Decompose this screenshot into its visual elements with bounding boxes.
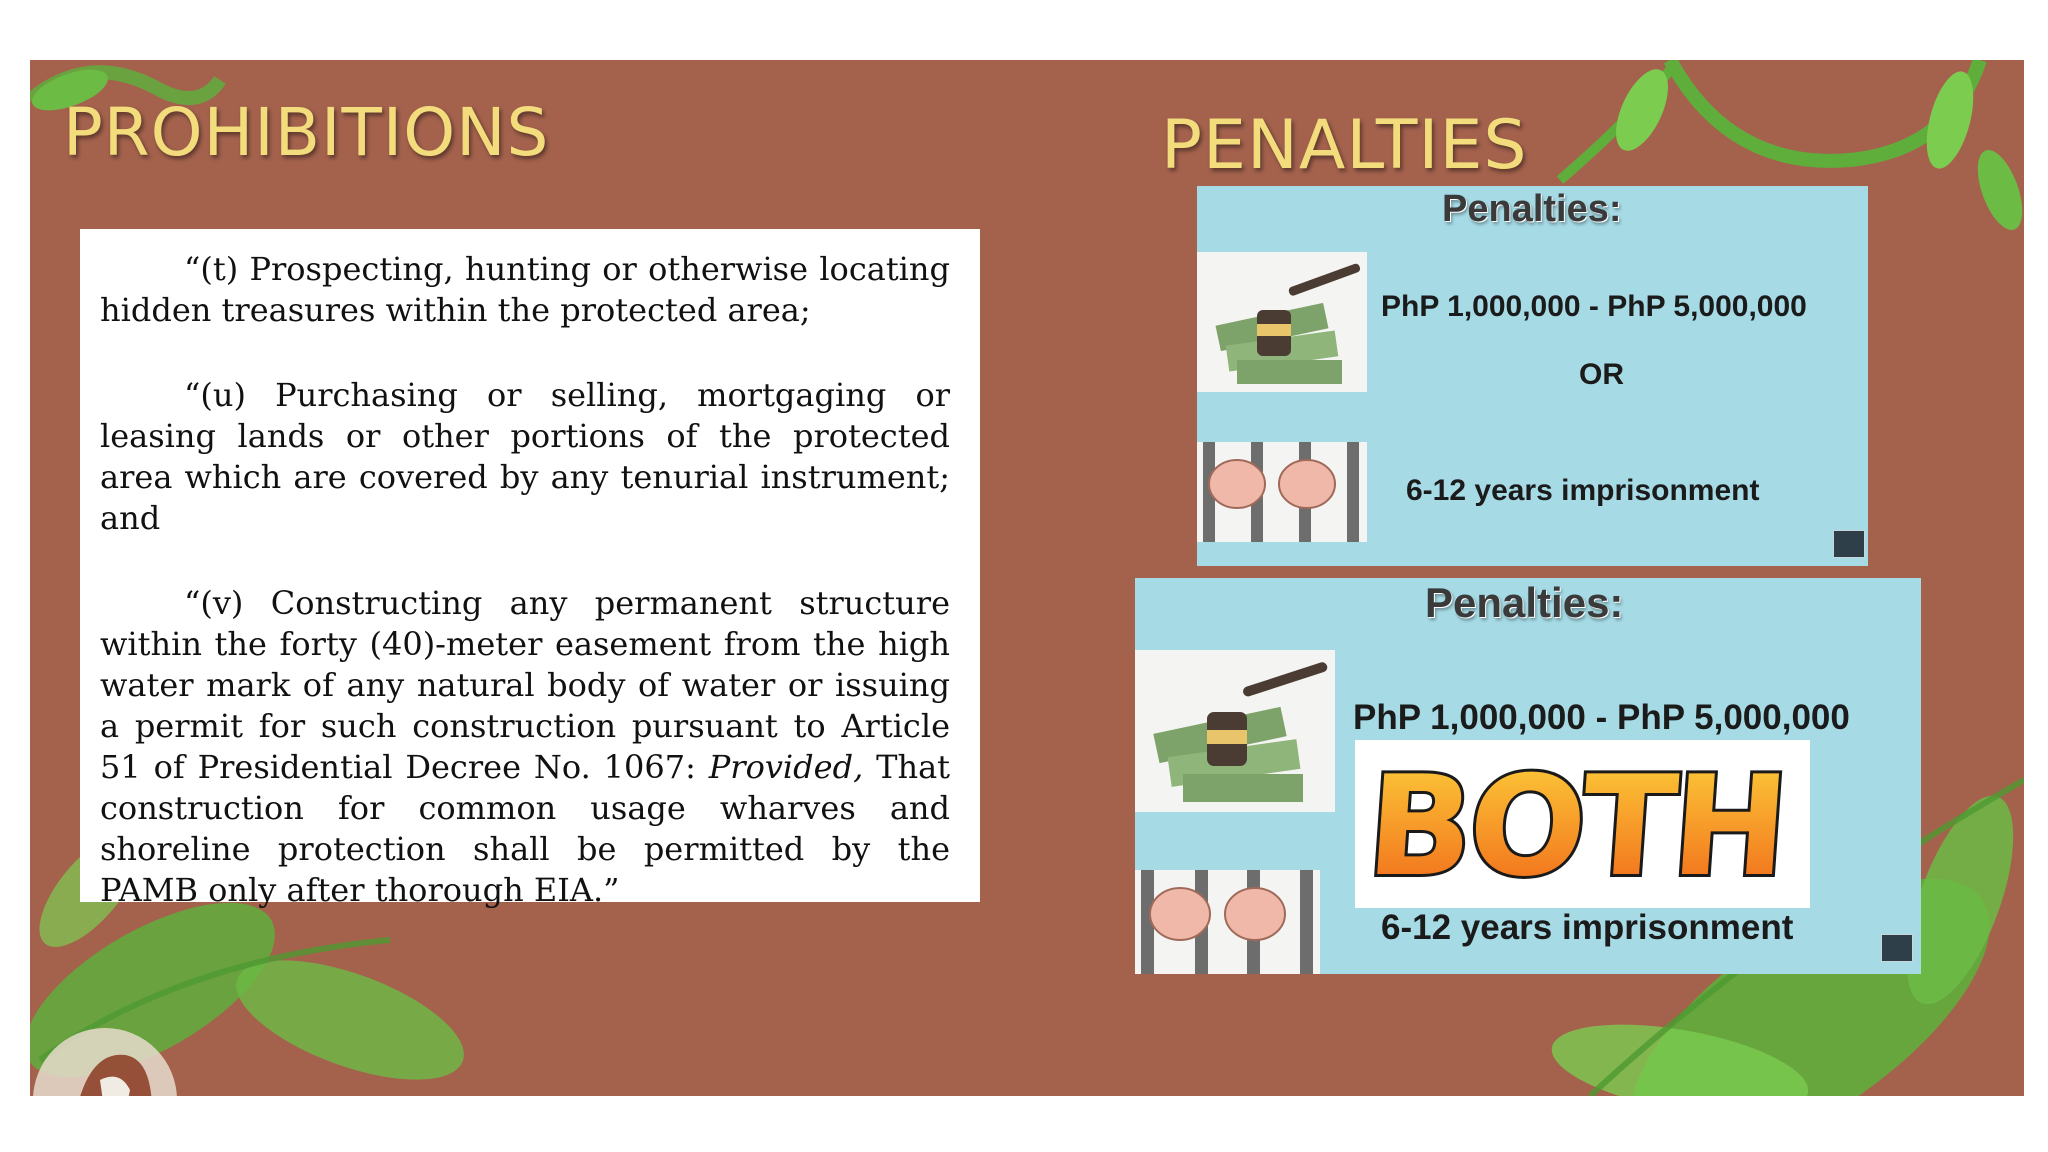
gavel-money-icon bbox=[1197, 252, 1367, 392]
paragraph-v-italic: Provided, bbox=[708, 748, 864, 786]
prohibition-paragraph-u: “(u) Purchasing or selling, mortgaging or leasing lands or other portions of the protected area which are covered by any tenurial instrument; and bbox=[100, 376, 950, 537]
penalty-card-title: Penalties: bbox=[1442, 188, 1622, 230]
jail-bars-icon bbox=[1135, 870, 1320, 974]
paragraph-v-text-start: “(v) Constructing any permanent structure within the forty (40)-meter easement from the high water mark of any natural body of water or issuing a permit for such construction pursuant to Article 51 of Presidential Decree No. 1067: bbox=[100, 584, 950, 786]
paragraph-v-text-end: That construction for common usage wharves and shoreline protection shall be permitted by the PAMB only after thorough EIA.” bbox=[100, 748, 951, 909]
penalty-imprisonment: 6-12 years imprisonment bbox=[1381, 908, 1794, 947]
penalty-card-both bbox=[1135, 578, 1921, 974]
penalties-heading: PENALTIES bbox=[1161, 106, 1528, 185]
prohibitions-document bbox=[80, 229, 980, 909]
penalty-fine-range: PhP 1,000,000 - PhP 5,000,000 bbox=[1381, 290, 1807, 323]
prohibitions-heading: PROHIBITIONS bbox=[63, 94, 550, 171]
both-banner bbox=[1355, 740, 1810, 908]
penalty-card-title: Penalties: bbox=[1425, 579, 1624, 626]
penalty-fine-range: PhP 1,000,000 - PhP 5,000,000 bbox=[1353, 698, 1850, 737]
channel-logo-icon bbox=[1881, 934, 1913, 962]
gavel-money-icon bbox=[1135, 650, 1335, 812]
seal-logo-icon bbox=[30, 1010, 210, 1096]
penalty-card-or bbox=[1197, 186, 1868, 566]
prohibition-paragraph-t: “(t) Prospecting, hunting or otherwise locating hidden treasures within the protected area; bbox=[100, 250, 950, 329]
slide bbox=[30, 60, 2024, 1096]
penalty-connector-both: BOTH bbox=[1362, 746, 1790, 907]
prohibition-paragraph-v bbox=[100, 583, 950, 911]
penalty-imprisonment: 6-12 years imprisonment bbox=[1406, 474, 1760, 507]
channel-logo-icon bbox=[1833, 530, 1865, 558]
both-wordart bbox=[1355, 740, 1810, 908]
jail-bars-icon bbox=[1197, 442, 1367, 542]
penalty-connector-or: OR bbox=[1579, 358, 1624, 391]
leaf-top-right-3 bbox=[1969, 144, 2024, 235]
